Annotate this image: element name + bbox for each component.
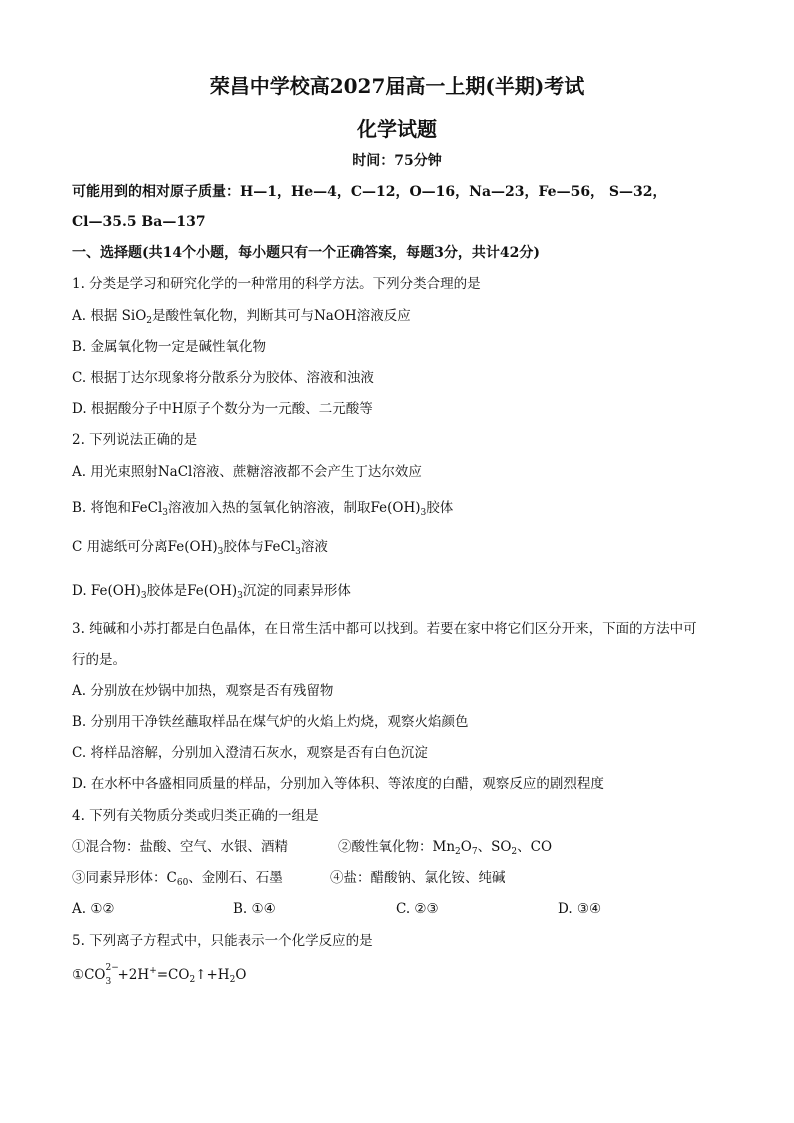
q2-b-text-1: B. 将饱和FeCl — [72, 500, 163, 516]
q2-c-text-3: 溶液 — [300, 539, 328, 555]
q4-i2-text-3: 、SO — [477, 839, 512, 855]
q4-option-c: C. ②③ — [396, 901, 439, 917]
q4-i3-text-2: 、金刚石、石墨 — [188, 870, 283, 886]
q2-d-text-2: 胶体是Fe(OH) — [146, 583, 238, 599]
q1-option-a — [72, 307, 411, 327]
q3-option-b: B. 分别用干净铁丝蘸取样品在煤气炉的火焰上灼烧，观察火焰颜色 — [72, 714, 469, 730]
q2-b-sub-1: 3 — [162, 508, 169, 518]
q5-eq-text-2: +2H — [117, 967, 150, 983]
q2-b-text-2: 溶液加入热的氢氧化钠溶液，制取Fe(OH) — [168, 500, 421, 516]
q2-stem: 2. 下列说法正确的是 — [72, 432, 198, 448]
q5-eq-script — [105, 963, 119, 987]
q5-stem: 5. 下列离子方程式中，只能表示一个化学反应的是 — [72, 933, 373, 949]
q4-i3-sub: 60 — [176, 878, 189, 888]
q4-i3-text-1: ③同素异形体：C — [72, 870, 177, 886]
q3-option-a: A. 分别放在炒锅中加热，观察是否有残留物 — [72, 683, 334, 699]
q2-option-d — [72, 582, 351, 602]
q4-option-d: D. ③④ — [558, 901, 602, 917]
q1-stem: 1. 分类是学习和研究化学的一种常用的科学方法。下列分类合理的是 — [72, 276, 481, 292]
q2-d-text-1: D. Fe(OH) — [72, 583, 141, 599]
q2-c-text-2: 胶体与FeCl — [223, 539, 296, 555]
q5-eq-sub-2: 2 — [189, 975, 196, 985]
q4-i2-sub-3: 2 — [511, 847, 518, 857]
q1-option-d: D. 根据酸分子中H原子个数分为一元酸、二元酸等 — [72, 401, 373, 417]
q5-eq-sub-3: 2 — [229, 975, 236, 985]
q4-i2-text-4: 、CO — [517, 839, 553, 855]
q1-option-c: C. 根据丁达尔现象将分散系分为胶体、溶液和浊液 — [72, 370, 374, 386]
q2-d-sub-2: 3 — [237, 591, 243, 601]
q5-eq-text-1: ①CO — [72, 967, 106, 983]
q2-d-sub-1: 3 — [140, 591, 147, 601]
q1-a-text-2: 是酸性氧化物，判断其可与NaOH溶液反应 — [152, 308, 411, 324]
atomic-mass-line-2: Cl—35.5 Ba—137 — [72, 214, 206, 230]
section-heading: 一、选择题(共14个小题，每小题只有一个正确答案，每题3分，共计42分) — [72, 245, 540, 261]
q4-item-4: ④盐：醋酸钠、氯化铵、纯碱 — [330, 870, 506, 886]
q2-c-sub-1: 3 — [217, 547, 224, 557]
q1-a-text: A. 根据 SiO — [72, 308, 147, 324]
q5-equation-1 — [72, 963, 247, 987]
q2-option-b — [72, 499, 453, 519]
q2-c-text-1: C 用滤纸可分离Fe(OH) — [72, 539, 218, 555]
q2-b-text-3: 胶体 — [426, 500, 454, 516]
q4-item-1: ①混合物：盐酸、空气、水银、酒精 — [72, 839, 288, 855]
q4-option-a: A. ①② — [72, 901, 115, 917]
q2-c-sub-2: 3 — [295, 547, 301, 557]
q5-eq-sub: 3 — [105, 977, 112, 987]
q5-eq-text-4: ↑+H — [195, 967, 230, 983]
q3-stem-line-2: 行的是。 — [72, 652, 126, 668]
q2-d-text-3: 沉淀的同素异形体 — [242, 583, 351, 599]
q5-eq-sup: 2− — [105, 963, 119, 973]
exam-title: 荣昌中学校高2027届高一上期(半期)考试 — [209, 74, 585, 98]
q5-eq-plus: + — [149, 966, 157, 976]
atomic-mass-line-1: 可能用到的相对原子质量：H—1，He—4，C—12，O—16，Na—23，Fe—56， S—32， — [72, 184, 667, 200]
q4-option-b: B. ①④ — [233, 901, 276, 917]
q4-stem: 4. 下列有关物质分类或归类正确的一组是 — [72, 808, 319, 824]
q4-i2-text-2: O — [460, 839, 472, 855]
q4-i2-text-1: ②酸性氧化物：Mn — [338, 839, 456, 855]
q4-item-3 — [72, 869, 283, 889]
q3-option-d: D. 在水杯中各盛相同质量的样品，分别加入等体积、等浓度的白醋，观察反应的剧烈程度 — [72, 776, 604, 792]
subject-title: 化学试题 — [357, 117, 437, 141]
q2-option-a: A. 用光束照射NaCl溶液、蔗糖溶液都不会产生丁达尔效应 — [72, 464, 422, 480]
q5-eq-text-5: O — [235, 967, 247, 983]
exam-time: 时间：75分钟 — [352, 153, 442, 169]
q3-option-c: C. 将样品溶解，分别加入澄清石灰水，观察是否有白色沉淀 — [72, 745, 428, 761]
q4-i2-sub-2: 7 — [471, 847, 478, 857]
q2-b-sub-2: 3 — [420, 508, 427, 518]
q1-a-sub: 2 — [146, 316, 152, 326]
q1-option-b: B. 金属氧化物一定是碱性氧化物 — [72, 339, 267, 355]
q4-item-2 — [338, 838, 552, 858]
q5-eq-text-3: =CO — [156, 967, 190, 983]
q3-stem-line-1: 3. 纯碱和小苏打都是白色晶体，在日常生活中都可以找到。若要在家中将它们区分开来，下面的方法中可 — [72, 621, 697, 637]
q2-option-c — [72, 538, 328, 558]
q4-i2-sub-1: 2 — [455, 847, 461, 857]
